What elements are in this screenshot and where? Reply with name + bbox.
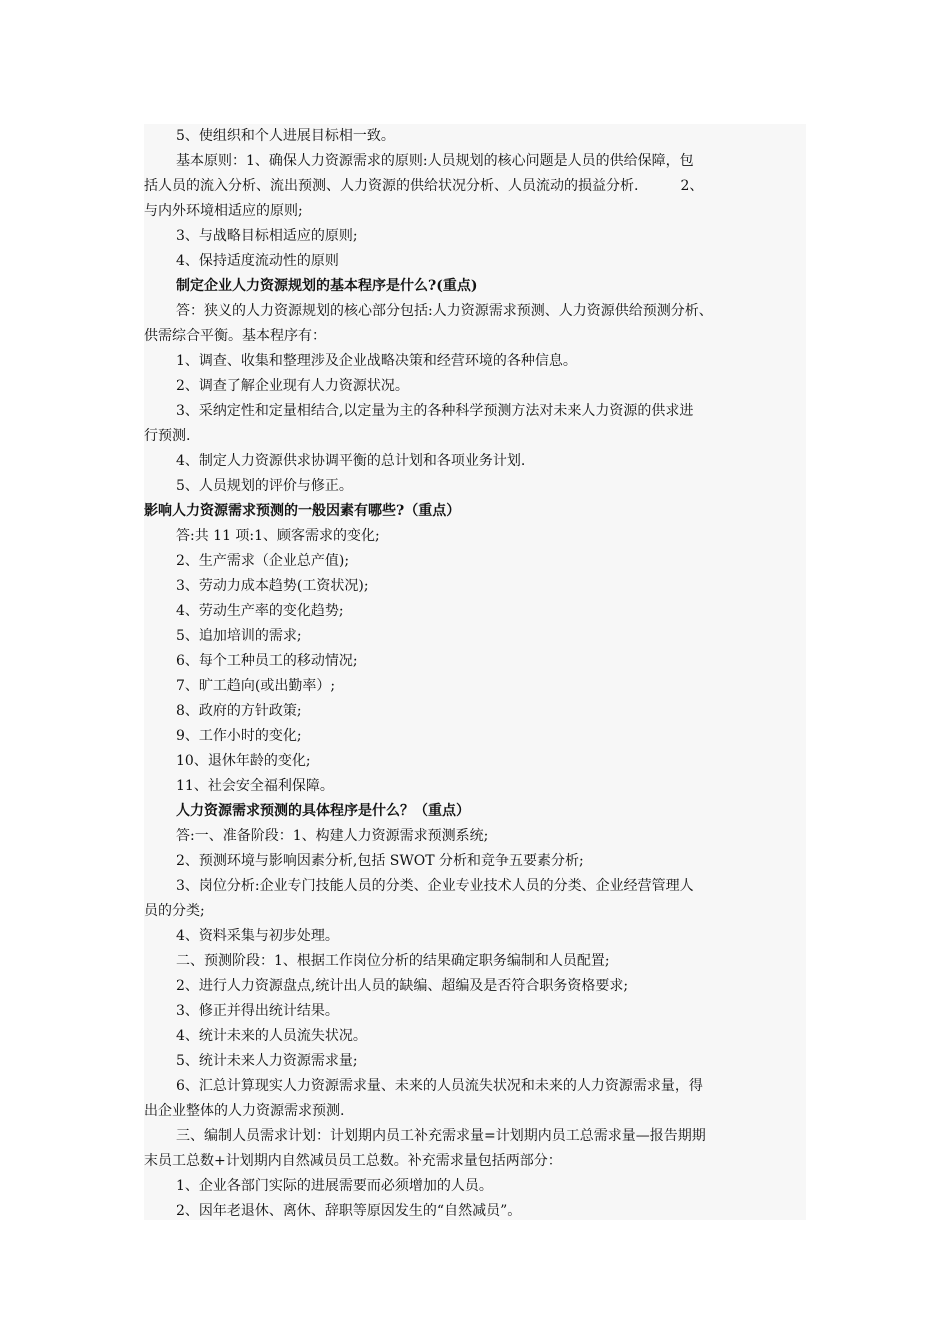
text-line: 与内外环境相适应的原则; [144,203,303,219]
text-line: 行预测. [144,428,191,444]
text-line: 6、汇总计算现实人力资源需求量、未来的人员流失状况和未来的人力资源需求量，得 [176,1078,703,1094]
text-line: 2、预测环境与影响因素分析,包括 SWOT 分析和竞争五要素分析; [176,853,584,869]
text-line: 基本原则：1、确保人力资源需求的原则:人员规划的核心问题是人员的供给保障，包 [176,153,694,169]
text-line: 3、修正并得出统计结果。 [176,1003,339,1019]
text-line: 5、统计未来人力资源需求量; [176,1053,358,1069]
text-line: 8、政府的方针政策; [176,703,302,719]
text-line: 2、因年老退休、离休、辞职等原因发生的“自然减员”。 [176,1203,522,1219]
text-line: 出企业整体的人力资源需求预测. [144,1103,345,1119]
text-line: 3、岗位分析:企业专门技能人员的分类、企业专业技术人员的分类、企业经营管理人 [176,878,694,894]
text-line: 4、劳动生产率的变化趋势; [176,603,344,619]
text-line: 7、旷工趋向(或出勤率）; [176,678,336,694]
text-line: 末员工总数+计划期内自然减员员工总数。补充需求量包括两部分： [144,1153,562,1169]
document-text-block [144,124,806,1220]
text-line: 4、制定人力资源供求协调平衡的总计划和各项业务计划. [176,453,526,469]
text-line: 3、采纳定性和定量相结合,以定量为主的各种科学预测方法对未来人力资源的供求进 [176,403,694,419]
text-line: 4、资料采集与初步处理。 [176,928,339,944]
text-line: 5、人员规划的评价与修正。 [176,478,353,494]
text-line: 1、调查、收集和整理涉及企业战略决策和经营环境的各种信息。 [176,353,577,369]
section-heading: 制定企业人力资源规划的基本程序是什么?(重点) [176,278,478,294]
text-line: 4、保持适度流动性的原则 [176,253,339,269]
section-heading: 人力资源需求预测的具体程序是什么？（重点） [176,803,470,819]
text-line: 供需综合平衡。基本程序有： [144,328,326,344]
text-line: 员的分类; [144,903,205,919]
text-line: 三、编制人员需求计划：计划期内员工补充需求量=计划期内员工总需求量—报告期期 [176,1128,706,1144]
text-line: 5、使组织和个人进展目标相一致。 [176,128,395,144]
text-line: 2、生产需求（企业总产值); [176,553,350,569]
text-line: 4、统计未来的人员流失状况。 [176,1028,367,1044]
text-line: 3、劳动力成本趋势(工资状况); [176,578,369,594]
text-line: 11、社会安全福利保障。 [176,778,334,794]
text-line: 2、进行人力资源盘点,统计出人员的缺编、超编及是否符合职务资格要求; [176,978,629,994]
text-line: 10、退休年龄的变化; [176,753,311,769]
text-line: 6、每个工种员工的移动情况; [176,653,358,669]
text-line: 答:一、准备阶段：1、构建人力资源需求预测系统; [176,828,489,844]
section-heading: 影响人力资源需求预测的一般因素有哪些?（重点） [144,503,461,519]
text-line: 2、调查了解企业现有人力资源状况。 [176,378,409,394]
text-line: 9、工作小时的变化; [176,728,302,744]
text-line: 二、预测阶段：1、根据工作岗位分析的结果确定职务编制和人员配置; [176,953,610,969]
text-line: 3、与战略目标相适应的原则; [176,228,358,244]
text-line: 括人员的流入分析、流出预测、人力资源的供给状况分析、人员流动的损益分析. 2、 [144,178,704,194]
text-line: 答：狭义的人力资源规划的核心部分包括:人力资源需求预测、人力资源供给预测分析、 [176,303,713,319]
text-line: 1、企业各部门实际的进展需要而必须增加的人员。 [176,1178,493,1194]
text-line: 5、追加培训的需求; [176,628,302,644]
text-line: 答:共 11 项:1、顾客需求的变化; [176,528,380,544]
